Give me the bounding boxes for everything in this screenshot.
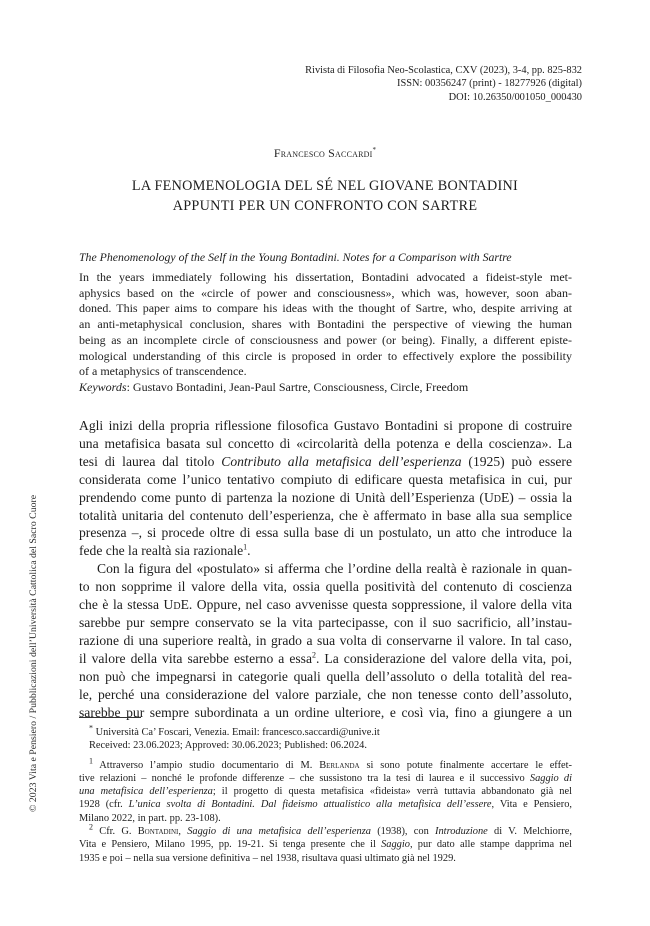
abstract-line: doned. This paper aims to compare his ideas with the thought of Sartre, who, despite arriving at <box>79 301 572 316</box>
footnote-text: , Vita e Pensiero, <box>491 799 572 811</box>
footnote-mark: * <box>89 723 93 733</box>
footnote-divider <box>79 717 141 718</box>
abstract-line: In the years immediately following his dissertation, Bontadini advocated a fideist-style met- <box>79 270 572 284</box>
footnote-work-title: una metafisica dell’esperienza <box>79 786 213 798</box>
footnote-text: , pur dato alle stampe dapprima nel <box>409 839 572 851</box>
abstract <box>79 270 572 380</box>
body-line <box>79 453 572 471</box>
footnote-2-line: 1935 e poi – nella sua versione definitiva – nel 1938, risultava quasi ultimato già nel 1929. <box>79 852 456 864</box>
body-line: sarebbe pur sempre conservato se la vita partecipasse, con il suo sacrificio, all’instau- <box>79 614 572 630</box>
footnote-dates: Received: 23.06.2023; Approved: 30.06.2023; Published: 06.2024. <box>89 740 367 752</box>
abstract-line: an anti-metaphysical conclusion, shares with Bontadini the perspective of viewing the human <box>79 317 572 332</box>
copyright-sidebar: © 2023 Vita e Pensiero / Pubblicazioni dell’Università Cattolica del Sacro Cuore <box>28 494 39 812</box>
body-line: presenza –, si procede oltre di essa sulla base di un postulato, un atto che introduce la <box>79 525 572 541</box>
footnote-text: di V. Melchiorre, <box>487 826 572 838</box>
footnote-work-title: Introduzione <box>435 826 488 838</box>
footnote-text: , <box>178 826 188 838</box>
body-line: non può che impegnarsi in categorie quali quella dell’assoluto o della totalità del rea- <box>79 668 572 684</box>
keywords <box>79 380 572 395</box>
thesis-title: Contributo alla metafisica dell’esperienza <box>221 453 462 469</box>
body-line: to non sopprime il valore della vita, ossia quella positività del contenuto di coscienza <box>79 579 572 595</box>
body-line <box>79 489 572 507</box>
body-text-run: il valore della vita sarebbe esterno a essa <box>79 650 312 666</box>
footnote-1-line: Milano 2022, in part. pp. 23-108). <box>79 812 221 824</box>
footnote-text: Cfr. G. <box>93 826 138 838</box>
journal-header <box>305 64 582 104</box>
footnote-work-title: L’unica svolta di Bontadini. Dal fideismo attualistico alla metafisica dell’essere <box>128 799 492 811</box>
footnote-text: Università Ca’ Foscari, Venezia. Email: francesco.saccardi@unive.it <box>93 727 380 738</box>
journal-citation: Rivista di Filosofia Neo-Scolastica, CXV (2023), 3-4, pp. 825-832 <box>305 65 582 76</box>
body-line: Con la figura del «postulato» si afferma che l’ordine della realtà è razionale in quan- <box>97 561 572 577</box>
footnote-text: 1928 (cfr. <box>79 799 129 811</box>
footnote-mark: 2 <box>89 822 93 832</box>
body-line: Agli inizi della propria riflessione filosofica Gustavo Bontadini si propone di costruire <box>79 418 572 433</box>
footnote-work-title: Saggio di <box>529 772 573 784</box>
footnote-text: Vita e Pensiero, Milano 1995, pp. 19-21. Si tenga presente che il <box>79 839 382 851</box>
keywords-list: : Gustavo Bontadini, Jean-Paul Sartre, Consciousness, Circle, Freedom <box>126 380 469 394</box>
footnote-1-line <box>79 798 572 811</box>
footnote-author: Berlanda <box>319 759 360 771</box>
journal-issn: ISSN: 00356247 (print) - 18277926 (digital) <box>397 78 582 90</box>
footnote-1-line <box>79 772 572 785</box>
author-footnote-mark: * <box>372 146 377 154</box>
abstract-line: mological understanding of this circle is proposed in order to effectively explore the possibility <box>79 348 572 363</box>
footnote-text: Attraverso l’ampio studio documentario di M. <box>93 759 320 771</box>
footnote-1-line <box>79 785 572 798</box>
body-text-run: ) – ossia la <box>509 489 572 505</box>
body-line: le, perché una considerazione del valore parziale, che non tenesse conto dell’assoluto, <box>79 686 572 702</box>
body-text-run: . <box>247 543 251 559</box>
footnote-text: (1938), con <box>370 826 436 838</box>
body-text-run: che è la stessa <box>79 597 164 613</box>
abstract-line: aphysics based on the «circle of power and consciousness», which was, however, soon aban- <box>79 285 572 300</box>
author-name-text: Francesco Saccardi <box>273 146 373 160</box>
article-title-line-1: LA FENOMENOLOGIA DEL SÉ NEL GIOVANE BONTADINI <box>131 178 519 194</box>
body-text-run: (1925) può essere <box>461 453 572 469</box>
footnote-ref-1[interactable]: 1 <box>243 542 248 552</box>
body-text-run: . Oppure, nel caso avvenisse questa soppressione, il valore della vita <box>188 597 572 613</box>
keywords-label: Keywords <box>79 380 127 394</box>
body-text-run: fede che la realtà sia razionale <box>79 543 244 559</box>
abstract-line: being as an incomplete circle of consciousness and power (or being). Finally, a different episte- <box>79 332 572 347</box>
author-name <box>0 146 650 161</box>
body-text-run: . La considerazione del valore della vita, poi, <box>315 650 572 666</box>
ude-abbreviation: UdE <box>483 489 510 505</box>
article-title-line-2: APPUNTI PER UN CONFRONTO CON SARTRE <box>172 198 478 214</box>
body-line: totalità unitaria del contenuto dell’esperienza, che è affermato in base alla sua semplice <box>79 507 572 523</box>
body-line: una metafisica basata sul concetto di «circolarità della potenza e della coscienza». La <box>79 435 572 451</box>
footnote-text: tive relazioni – nonché le profonde differenze – che sussistono tra la tesi di laurea e il successivo <box>79 772 530 784</box>
body-text <box>79 417 572 721</box>
footnote-author: Bontadini <box>137 826 179 838</box>
footnote-text: ; il progetto di questa metafisica «fideista» verrà tuttavia abbandonato già nel <box>212 786 572 798</box>
ude-abbreviation: UdE <box>163 597 189 613</box>
body-line <box>79 650 572 668</box>
footnote-mark: 1 <box>89 756 93 766</box>
body-line: sarebbe pur sempre subordinata a un ordine ulteriore, e così via, fino a giungere a un <box>79 704 572 720</box>
body-line <box>79 542 572 560</box>
body-line: considerata come l’unico tentativo compiuto di edificare questa metafisica in cui, pur <box>79 471 572 487</box>
english-title: The Phenomenology of the Self in the Young Bontadini. Notes for a Comparison with Sartre <box>79 250 512 264</box>
footnote-work-title: Saggio <box>381 839 410 851</box>
footnote-text: si sono potute finalmente accertare le effet- <box>359 759 572 771</box>
abstract-line: of a metaphysics of transcendence. <box>79 364 247 379</box>
journal-doi: DOI: 10.26350/001050_000430 <box>448 91 582 103</box>
footnote-ref-2[interactable]: 2 <box>311 650 316 660</box>
footnote-affiliation <box>79 723 572 739</box>
footnote-2-line <box>79 822 572 838</box>
footnote-2-line <box>79 838 572 851</box>
article-title <box>0 176 650 216</box>
footnote-1-line <box>79 756 572 772</box>
footnotes <box>79 723 573 865</box>
body-line <box>79 596 572 614</box>
body-text-run: tesi di laurea dal titolo <box>79 453 222 469</box>
body-line: razione di una superiore realtà, in grado a sua volta di conservarne il valore. In tal caso, <box>79 632 572 648</box>
footnote-work-title: Saggio di una metafisica dell’esperienza <box>187 826 371 838</box>
body-text-run: prendendo come punto di partenza la nozione di Unità dell’Esperienza ( <box>79 489 484 505</box>
